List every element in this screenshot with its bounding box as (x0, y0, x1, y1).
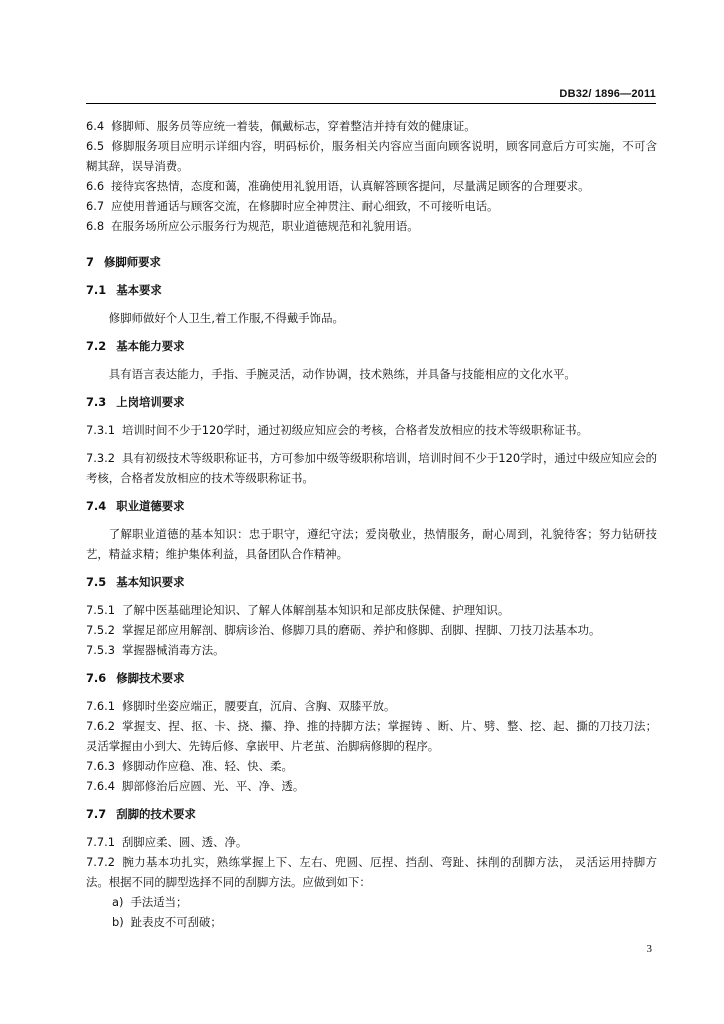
clause-7-6-2: 7.6.2 掌握支、捏、抠、卡、挠、攥、挣、推的持脚方法；掌握铸 、断、片、劈、整、挖、起、撕的刀技刀法；灵活掌握由小到大、先铸后修、拿嵌甲、片老茧、治脚病修脚的程序。 (86, 719, 657, 753)
section-7-1-heading: 7.1 基本要求 (86, 283, 162, 297)
header-rule (86, 103, 656, 104)
standard-code: DB32/ 1896—2011 (559, 88, 656, 100)
clause-7-3-2: 7.3.2 具有初级技术等级职称证书，方可参加中级等级职称培训，培训时间不少于120学时，通过中级应知应会的考核，合格者发放相应的技术等级职称证书。 (86, 451, 657, 485)
clause-7-5-2: 7.5.2 掌握足部应用解剖、脚病诊治、修脚刀具的磨砺、养护和修脚、刮脚、捏脚、刀技刀法基本功。 (86, 623, 601, 637)
clause-7-5-1: 7.5.1 了解中医基础理论知识、了解人体解剖基本知识和足部皮肤保健、护理知识。 (86, 603, 510, 617)
clause-6-5: 6.5 修脚服务项目应明示详细内容，明码标价，服务相关内容应当面向顾客说明，顾客同意后方可实施，不可含糊其辞，误导消费。 (86, 139, 657, 173)
section-7-5-heading: 7.5 基本知识要求 (86, 575, 185, 589)
section-7-2-heading: 7.2 基本能力要求 (86, 339, 185, 353)
section-7-4-heading: 7.4 职业道德要求 (86, 499, 185, 513)
list-item-b: b) 趾表皮不可刮破； (112, 915, 222, 929)
clause-7-5-3: 7.5.3 掌握器械消毒方法。 (86, 643, 225, 657)
clause-6-4: 6.4 修脚师、服务员等应统一着装，佩戴标志，穿着整洁并持有效的健康证。 (86, 119, 476, 133)
clause-7-6-3: 7.6.3 修脚动作应稳、准、轻、快、柔。 (86, 759, 293, 773)
clause-7-7-1: 7.7.1 刮脚应柔、圆、透、净。 (86, 835, 248, 849)
clause-7-6-1: 7.6.1 修脚时坐姿应端正，腰要直，沉肩、含胸、双膝平放。 (86, 699, 396, 713)
page-number: 3 (646, 943, 652, 955)
clause-7-2-text: 具有语言表达能力，手指、手腕灵活，动作协调，技术熟练，并具备与技能相应的文化水平。 (108, 367, 576, 381)
clause-7-1-text: 修脚师做好个人卫生,着工作服,不得戴手饰品。 (108, 311, 344, 325)
clause-7-4-text: 了解职业道德的基本知识：忠于职守，遵纪守法；爱岗敬业，热情服务，耐心周到，礼貌待客；努力钻研技艺，精益求精；维护集体利益，具备团队合作精神。 (86, 527, 657, 561)
clause-7-6-4: 7.6.4 脚部修治后应圆、光、平、净、透。 (86, 779, 305, 793)
section-7-3-heading: 7.3 上岗培训要求 (86, 395, 185, 409)
clause-6-6: 6.6 接待宾客热情，态度和蔼，准确使用礼貌用语，认真解答顾客提问，尽量满足顾客的合理要求。 (86, 179, 590, 193)
section-7-6-heading: 7.6 修脚技术要求 (86, 671, 185, 685)
section-7-heading: 7 修脚师要求 (86, 255, 161, 269)
list-item-a: a) 手法适当； (112, 895, 188, 909)
document-body (86, 116, 657, 932)
clause-6-7: 6.7 应使用普通话与顾客交流，在修脚时应全神贯注、耐心细致，不可接听电话。 (86, 199, 499, 213)
section-7-7-heading: 7.7 刮脚的技术要求 (86, 807, 196, 821)
clause-6-8: 6.8 在服务场所应公示服务行为规范，职业道德规范和礼貌用语。 (86, 219, 419, 233)
clause-7-7-2: 7.7.2 腕力基本功扎实，熟练掌握上下、左右、兜圆、厄捏、挡刮、弯趾、抹削的刮脚方法， 灵活运用持脚方法。根据不同的脚型选择不同的刮脚方法。应做到如下： (86, 855, 657, 889)
clause-7-3-1: 7.3.1 培训时间不少于120学时，通过初级应知应会的考核，合格者发放相应的技术等级职称证书。 (86, 423, 588, 437)
